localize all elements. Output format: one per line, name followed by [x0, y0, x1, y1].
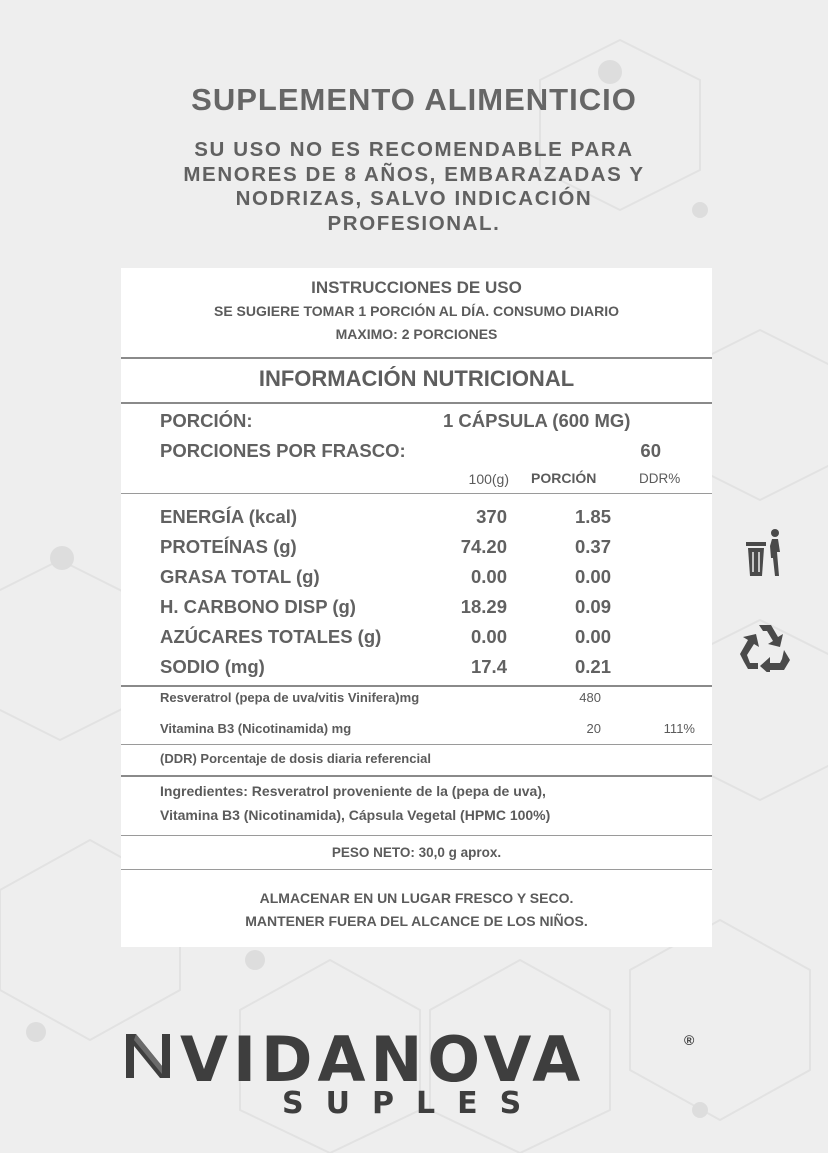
nutrient-portion: 0.37 [574, 536, 611, 557]
nutrient-label: PROTEÍNAS (g) [160, 536, 297, 557]
brand-sub: SUPLES [282, 1086, 544, 1121]
portion-label: PORCIÓN: [160, 410, 253, 431]
nutrient-per100: 370 [476, 506, 507, 527]
column-header-ddr: DDR% [639, 471, 681, 486]
divider [121, 775, 712, 777]
warning-line: NODRIZAS, SALVO INDICACIÓN [235, 187, 593, 210]
age-warning [0, 138, 828, 236]
net-weight: PESO NETO: 30,0 g aprox. [331, 845, 502, 860]
warning-line: MENORES DE 8 AÑOS, EMBARAZADAS Y [183, 162, 645, 186]
divider [121, 493, 712, 494]
nutrient-portion: 1.85 [574, 506, 611, 527]
nutrient-per100: 17.4 [470, 656, 507, 677]
ingredients-line: Ingredientes: Resveratrol proveniente de la (pepa de uva), [160, 783, 546, 799]
nutrient-portion: 0.00 [574, 566, 611, 587]
extra-label: Vitamina B3 (Nicotinamida) mg [160, 721, 352, 736]
nutrition-label-panel [121, 268, 712, 947]
warning-line: SU USO NO ES RECOMENDABLE PARA [194, 138, 634, 161]
nutrient-label: ENERGÍA (kcal) [160, 506, 298, 527]
nutrient-portion: 0.21 [574, 656, 611, 677]
trash-bin-icon [742, 528, 788, 580]
brand-mark-icon [122, 1030, 174, 1082]
extra-label: Resveratrol (pepa de uva/vitis Vinifera)mg [160, 690, 420, 705]
divider [121, 869, 712, 870]
column-header-100g: 100(g) [468, 471, 509, 487]
instructions-line: SE SUGIERE TOMAR 1 PORCIÓN AL DÍA. CONSUMO DIARIO [213, 303, 619, 319]
divider [121, 744, 712, 745]
nutrient-label: SODIO (mg) [160, 656, 265, 677]
divider [121, 357, 712, 359]
servings-value: 60 [640, 440, 661, 461]
registered-mark: ® [684, 1032, 695, 1048]
nutrient-portion: 0.00 [574, 626, 611, 647]
warning-line: PROFESIONAL. [327, 211, 501, 235]
nutrient-label: GRASA TOTAL (g) [160, 566, 320, 587]
brand-logo [122, 1022, 712, 1122]
page-title: SUPLEMENTO ALIMENTICIO [191, 82, 637, 117]
divider [121, 835, 712, 836]
portion-value: 1 CÁPSULA (600 MG) [443, 410, 631, 431]
divider [121, 685, 712, 687]
nutrient-per100: 0.00 [470, 626, 507, 647]
servings-label: PORCIONES POR FRASCO: [160, 440, 406, 461]
nutrient-portion: 0.09 [574, 596, 611, 617]
nutrition-title: INFORMACIÓN NUTRICIONAL [258, 366, 575, 391]
extra-ddr: 111% [663, 721, 695, 736]
extra-portion: 480 [579, 690, 601, 705]
instructions-title: INSTRUCCIONES DE USO [311, 278, 522, 297]
nutrient-per100: 18.29 [460, 596, 507, 617]
column-header-portion: PORCIÓN [531, 470, 597, 486]
storage-line: MANTENER FUERA DEL ALCANCE DE LOS NIÑOS. [245, 913, 588, 929]
extra-portion: 20 [586, 721, 601, 736]
instructions-line: MAXIMO: 2 PORCIONES [335, 326, 498, 342]
ingredients-line: Vitamina B3 (Nicotinamida), Cápsula Vegetal (HPMC 100%) [160, 807, 551, 823]
nutrient-label: AZÚCARES TOTALES (g) [160, 626, 382, 647]
ddr-note: (DDR) Porcentaje de dosis diaria referencial [160, 751, 431, 766]
nutrient-per100: 0.00 [470, 566, 507, 587]
recycle-icon [738, 622, 792, 672]
nutrient-label: H. CARBONO DISP (g) [160, 596, 356, 617]
nutrient-per100: 74.20 [460, 536, 507, 557]
brand-name: VIDANOVA [180, 1023, 586, 1096]
storage-line: ALMACENAR EN UN LUGAR FRESCO Y SECO. [259, 890, 574, 906]
divider [121, 402, 712, 404]
